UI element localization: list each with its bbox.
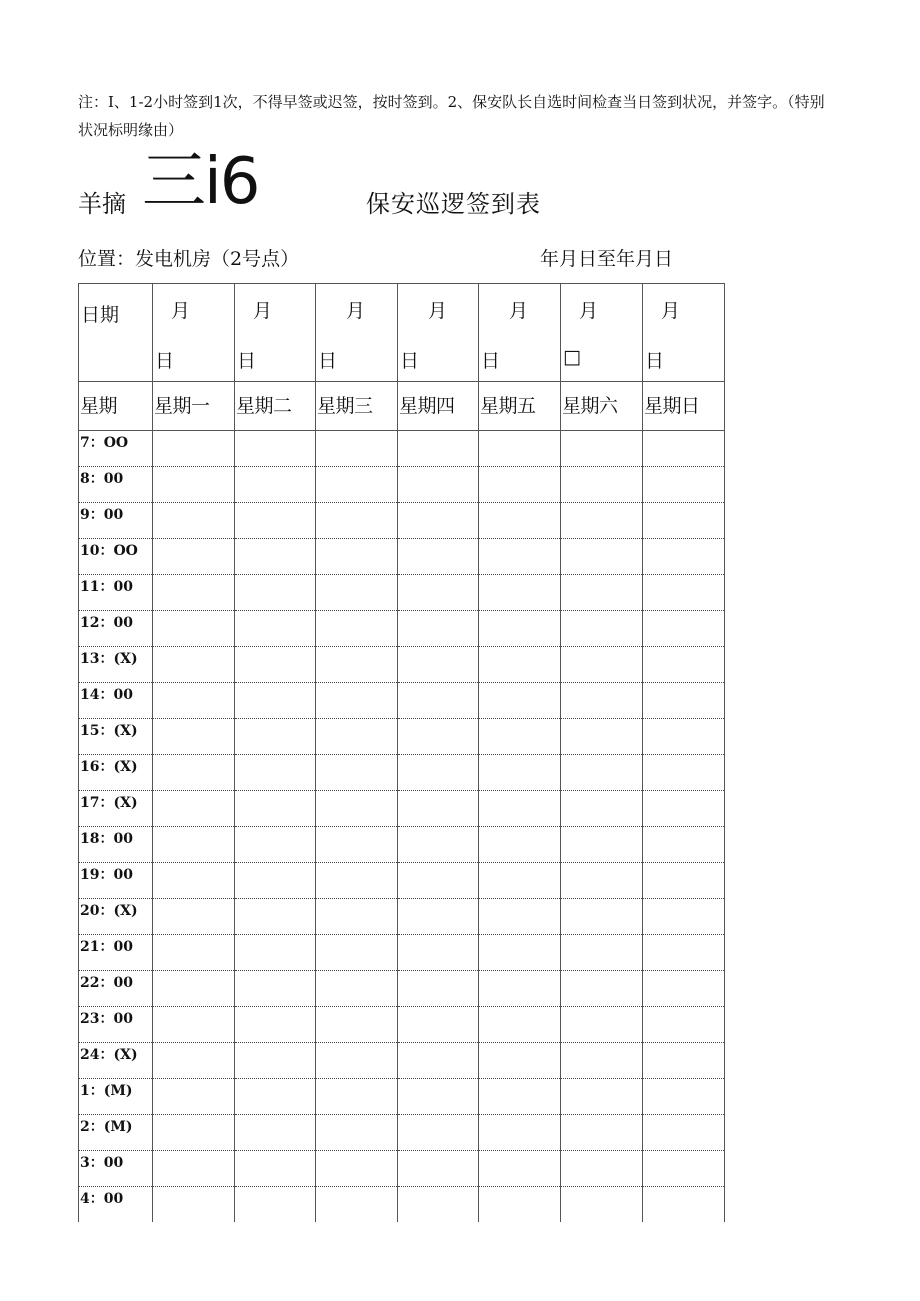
signature-cell[interactable] xyxy=(153,1187,235,1223)
signature-cell[interactable] xyxy=(561,719,643,755)
signature-cell[interactable] xyxy=(479,935,561,971)
signature-cell[interactable] xyxy=(398,431,479,467)
signature-cell[interactable] xyxy=(479,1043,561,1079)
signature-cell[interactable] xyxy=(398,719,479,755)
signature-cell[interactable] xyxy=(316,467,398,503)
signature-cell[interactable] xyxy=(643,611,725,647)
weekday-cell xyxy=(479,382,561,431)
signature-cell[interactable] xyxy=(153,899,235,935)
day-label: 日 xyxy=(318,350,338,372)
instruction-note: 注：I、1-2小时签到1次，不得早签或迟签，按时签到。2、保安队长自选时间检查当日签到状况，并签字。（特别状况标明缘由） xyxy=(78,93,825,139)
weekday-cell xyxy=(316,382,398,431)
date-cell[interactable] xyxy=(235,284,316,382)
signature-cell[interactable] xyxy=(153,827,235,863)
signature-cell[interactable] xyxy=(153,1079,235,1115)
signature-cell[interactable] xyxy=(643,1151,725,1187)
signature-cell[interactable] xyxy=(561,827,643,863)
signature-cell[interactable] xyxy=(643,791,725,827)
signature-cell[interactable] xyxy=(153,719,235,755)
signature-cell[interactable] xyxy=(235,935,316,971)
signature-cell[interactable] xyxy=(398,1115,479,1151)
time-cell xyxy=(79,791,153,827)
date-range-label: 年月日至年月日 xyxy=(540,248,674,270)
signature-cell[interactable] xyxy=(479,791,561,827)
time-row xyxy=(79,683,725,719)
signature-cell[interactable] xyxy=(479,1007,561,1043)
weekday-label: 星期二 xyxy=(236,395,292,417)
signature-cell[interactable] xyxy=(479,827,561,863)
time-row xyxy=(79,971,725,1007)
signature-cell[interactable] xyxy=(561,467,643,503)
time-label: 13：(X) xyxy=(80,651,138,667)
title-prefix: 羊摘 xyxy=(78,190,126,218)
signature-cell[interactable] xyxy=(479,647,561,683)
signature-cell[interactable] xyxy=(316,971,398,1007)
signature-cell[interactable] xyxy=(316,1079,398,1115)
weekday-cell xyxy=(153,382,235,431)
signature-cell[interactable] xyxy=(153,611,235,647)
signature-cell[interactable] xyxy=(561,755,643,791)
date-cell[interactable] xyxy=(316,284,398,382)
signature-cell[interactable] xyxy=(479,1187,561,1223)
time-cell xyxy=(79,1187,153,1223)
date-cell[interactable] xyxy=(398,284,479,382)
signature-cell[interactable] xyxy=(153,1115,235,1151)
signature-cell[interactable] xyxy=(398,827,479,863)
signature-cell[interactable] xyxy=(643,1187,725,1223)
signature-cell[interactable] xyxy=(398,899,479,935)
signature-cell[interactable] xyxy=(153,683,235,719)
signature-cell[interactable] xyxy=(479,755,561,791)
signature-cell[interactable] xyxy=(479,431,561,467)
signature-cell[interactable] xyxy=(479,575,561,611)
time-label: 9：00 xyxy=(80,507,124,523)
date-cell[interactable] xyxy=(479,284,561,382)
month-label: 月 xyxy=(579,300,599,322)
signature-cell[interactable] xyxy=(561,503,643,539)
date-row xyxy=(79,284,725,382)
signature-cell[interactable] xyxy=(561,1187,643,1223)
time-label: 14：00 xyxy=(80,687,133,703)
time-row xyxy=(79,899,725,935)
signature-cell[interactable] xyxy=(153,755,235,791)
signature-cell[interactable] xyxy=(235,1115,316,1151)
signature-cell[interactable] xyxy=(316,1187,398,1223)
time-label: 21：00 xyxy=(80,939,133,955)
time-label: 12：00 xyxy=(80,615,133,631)
title-large-glyphs: 三i6 xyxy=(142,145,259,219)
signature-cell[interactable] xyxy=(561,1079,643,1115)
signature-cell[interactable] xyxy=(235,899,316,935)
weekday-row xyxy=(79,382,725,431)
time-label: 2：(M) xyxy=(80,1119,133,1135)
signature-cell[interactable] xyxy=(235,503,316,539)
signature-cell[interactable] xyxy=(235,431,316,467)
time-row xyxy=(79,467,725,503)
signature-cell[interactable] xyxy=(316,755,398,791)
signature-cell[interactable] xyxy=(153,791,235,827)
time-cell xyxy=(79,539,153,575)
signature-cell[interactable] xyxy=(235,575,316,611)
time-cell xyxy=(79,467,153,503)
signature-cell[interactable] xyxy=(643,863,725,899)
signature-cell[interactable] xyxy=(153,935,235,971)
signature-cell[interactable] xyxy=(235,1187,316,1223)
time-cell xyxy=(79,1151,153,1187)
time-row xyxy=(79,539,725,575)
signature-cell[interactable] xyxy=(398,935,479,971)
signature-cell[interactable] xyxy=(643,431,725,467)
signature-cell[interactable] xyxy=(643,575,725,611)
weekday-label: 星期四 xyxy=(399,395,455,417)
time-row xyxy=(79,1007,725,1043)
time-row xyxy=(79,575,725,611)
signature-cell[interactable] xyxy=(398,1079,479,1115)
signature-cell[interactable] xyxy=(643,971,725,1007)
weekday-cell xyxy=(643,382,725,431)
signature-cell[interactable] xyxy=(235,971,316,1007)
signature-cell[interactable] xyxy=(398,971,479,1007)
signature-cell[interactable] xyxy=(153,1151,235,1187)
weekday-cell xyxy=(398,382,479,431)
day-label: 日 xyxy=(481,350,501,372)
time-label: 10：OO xyxy=(80,543,138,559)
time-cell xyxy=(79,971,153,1007)
day-label: □ xyxy=(563,346,581,368)
signature-cell[interactable] xyxy=(643,827,725,863)
signature-cell[interactable] xyxy=(398,539,479,575)
time-cell xyxy=(79,1007,153,1043)
signature-cell[interactable] xyxy=(479,863,561,899)
time-row xyxy=(79,1079,725,1115)
signature-cell[interactable] xyxy=(479,683,561,719)
signature-cell[interactable] xyxy=(643,647,725,683)
time-cell xyxy=(79,647,153,683)
day-label: 日 xyxy=(237,350,257,372)
time-label: 15：(X) xyxy=(80,723,138,739)
month-label: 月 xyxy=(428,300,448,322)
signature-cell[interactable] xyxy=(153,1043,235,1079)
signature-cell[interactable] xyxy=(561,575,643,611)
weekday-label: 星期五 xyxy=(480,395,536,417)
date-cell[interactable] xyxy=(153,284,235,382)
time-row xyxy=(79,827,725,863)
month-label: 月 xyxy=(661,300,681,322)
signature-cell[interactable] xyxy=(643,935,725,971)
time-cell xyxy=(79,1115,153,1151)
signature-cell[interactable] xyxy=(316,575,398,611)
signature-cell[interactable] xyxy=(316,611,398,647)
signature-cell[interactable] xyxy=(561,539,643,575)
signature-cell[interactable] xyxy=(561,1115,643,1151)
signature-cell[interactable] xyxy=(643,1007,725,1043)
signature-cell[interactable] xyxy=(561,899,643,935)
month-label: 月 xyxy=(171,300,191,322)
month-label: 月 xyxy=(509,300,529,322)
weekday-label: 星期一 xyxy=(154,395,210,417)
signature-cell[interactable] xyxy=(398,863,479,899)
day-label: 日 xyxy=(400,350,420,372)
signature-cell[interactable] xyxy=(235,611,316,647)
weekday-label: 星期三 xyxy=(317,395,373,417)
time-label: 3：00 xyxy=(80,1155,124,1171)
signature-cell[interactable] xyxy=(479,719,561,755)
signature-cell[interactable] xyxy=(561,683,643,719)
time-label: 17：(X) xyxy=(80,795,138,811)
time-cell xyxy=(79,719,153,755)
signature-cell[interactable] xyxy=(561,431,643,467)
signature-cell[interactable] xyxy=(398,1151,479,1187)
signature-cell[interactable] xyxy=(235,683,316,719)
time-label: 18：00 xyxy=(80,831,133,847)
time-cell xyxy=(79,827,153,863)
signature-cell[interactable] xyxy=(398,611,479,647)
signature-cell[interactable] xyxy=(479,539,561,575)
weekday-header: 星期 xyxy=(80,395,118,417)
signature-cell[interactable] xyxy=(235,791,316,827)
signature-cell[interactable] xyxy=(153,539,235,575)
page-title: 保安巡逻签到表 xyxy=(366,190,541,218)
time-cell xyxy=(79,611,153,647)
signature-cell[interactable] xyxy=(153,467,235,503)
signature-cell[interactable] xyxy=(643,899,725,935)
signature-cell[interactable] xyxy=(561,791,643,827)
signature-cell[interactable] xyxy=(153,971,235,1007)
signature-cell[interactable] xyxy=(479,971,561,1007)
time-row xyxy=(79,791,725,827)
signature-cell[interactable] xyxy=(398,647,479,683)
signature-cell[interactable] xyxy=(479,1079,561,1115)
weekday-header-cell xyxy=(79,382,153,431)
time-label: 7：OO xyxy=(80,435,129,451)
time-row xyxy=(79,1151,725,1187)
time-cell xyxy=(79,575,153,611)
time-row xyxy=(79,647,725,683)
time-row xyxy=(79,755,725,791)
time-cell xyxy=(79,683,153,719)
title-row xyxy=(78,142,838,222)
month-label: 月 xyxy=(346,300,366,322)
signature-cell[interactable] xyxy=(643,1115,725,1151)
signature-cell[interactable] xyxy=(316,683,398,719)
day-label: 日 xyxy=(155,350,175,372)
signature-cell[interactable] xyxy=(398,503,479,539)
signature-cell[interactable] xyxy=(643,719,725,755)
signature-cell[interactable] xyxy=(235,1007,316,1043)
signature-cell[interactable] xyxy=(235,539,316,575)
signature-cell[interactable] xyxy=(153,431,235,467)
signature-cell[interactable] xyxy=(235,1151,316,1187)
signature-cell[interactable] xyxy=(316,431,398,467)
signature-cell[interactable] xyxy=(643,503,725,539)
location-label: 位置：发电机房（2号点） xyxy=(78,248,300,270)
time-label: 19：00 xyxy=(80,867,133,883)
time-label: 8：00 xyxy=(80,471,124,487)
signature-cell[interactable] xyxy=(235,467,316,503)
signature-cell[interactable] xyxy=(316,1007,398,1043)
signature-cell[interactable] xyxy=(398,575,479,611)
signature-cell[interactable] xyxy=(153,575,235,611)
signature-cell[interactable] xyxy=(561,1151,643,1187)
date-header: 日期 xyxy=(81,304,120,326)
signature-cell[interactable] xyxy=(316,1151,398,1187)
month-label: 月 xyxy=(253,300,273,322)
time-row xyxy=(79,719,725,755)
signature-cell[interactable] xyxy=(643,683,725,719)
signature-cell[interactable] xyxy=(479,1151,561,1187)
signature-cell[interactable] xyxy=(153,863,235,899)
signature-cell[interactable] xyxy=(235,863,316,899)
signature-cell[interactable] xyxy=(316,863,398,899)
signature-cell[interactable] xyxy=(398,1187,479,1223)
time-cell xyxy=(79,899,153,935)
time-row xyxy=(79,1187,725,1223)
signature-cell[interactable] xyxy=(561,863,643,899)
signature-cell[interactable] xyxy=(479,1115,561,1151)
signature-cell[interactable] xyxy=(479,899,561,935)
date-cell[interactable] xyxy=(561,284,643,382)
signature-cell[interactable] xyxy=(153,1007,235,1043)
time-cell xyxy=(79,431,153,467)
signature-cell[interactable] xyxy=(235,1079,316,1115)
time-row xyxy=(79,431,725,467)
time-label: 22：00 xyxy=(80,975,133,991)
signature-cell[interactable] xyxy=(316,935,398,971)
signature-cell[interactable] xyxy=(479,503,561,539)
day-label: 日 xyxy=(645,350,665,372)
signature-cell[interactable] xyxy=(398,755,479,791)
signature-cell[interactable] xyxy=(398,467,479,503)
time-cell xyxy=(79,1079,153,1115)
signature-cell[interactable] xyxy=(643,467,725,503)
signature-cell[interactable] xyxy=(643,539,725,575)
signature-cell[interactable] xyxy=(561,935,643,971)
signature-cell[interactable] xyxy=(316,1043,398,1079)
signature-cell[interactable] xyxy=(153,503,235,539)
weekday-label: 星期日 xyxy=(644,395,700,417)
signature-cell[interactable] xyxy=(316,827,398,863)
signature-cell[interactable] xyxy=(316,1115,398,1151)
time-cell xyxy=(79,1043,153,1079)
signature-cell[interactable] xyxy=(398,791,479,827)
signature-cell[interactable] xyxy=(561,971,643,1007)
time-label: 16：(X) xyxy=(80,759,138,775)
time-cell xyxy=(79,503,153,539)
time-label: 20：(X) xyxy=(80,903,138,919)
time-label: 24：(X) xyxy=(80,1047,138,1063)
signature-cell[interactable] xyxy=(398,1007,479,1043)
signin-table xyxy=(78,283,725,1222)
signature-cell[interactable] xyxy=(316,719,398,755)
time-label: 23：00 xyxy=(80,1011,133,1027)
date-header-cell xyxy=(79,284,153,382)
signature-cell[interactable] xyxy=(316,899,398,935)
time-row xyxy=(79,863,725,899)
signature-cell[interactable] xyxy=(643,1079,725,1115)
signature-cell[interactable] xyxy=(235,647,316,683)
time-label: 4：00 xyxy=(80,1191,124,1207)
signature-cell[interactable] xyxy=(398,1043,479,1079)
signature-cell[interactable] xyxy=(561,611,643,647)
signature-cell[interactable] xyxy=(561,1043,643,1079)
time-cell xyxy=(79,935,153,971)
time-row xyxy=(79,1115,725,1151)
signature-cell[interactable] xyxy=(153,647,235,683)
signature-cell[interactable] xyxy=(643,1043,725,1079)
signature-cell[interactable] xyxy=(561,1007,643,1043)
signature-cell[interactable] xyxy=(235,755,316,791)
signature-cell[interactable] xyxy=(643,755,725,791)
signature-cell[interactable] xyxy=(479,611,561,647)
time-row xyxy=(79,503,725,539)
signature-cell[interactable] xyxy=(235,827,316,863)
time-row xyxy=(79,1043,725,1079)
signature-cell[interactable] xyxy=(235,1043,316,1079)
signature-cell[interactable] xyxy=(479,467,561,503)
weekday-label: 星期六 xyxy=(562,395,618,417)
weekday-cell xyxy=(561,382,643,431)
time-row xyxy=(79,935,725,971)
time-cell xyxy=(79,863,153,899)
weekday-cell xyxy=(235,382,316,431)
signature-cell[interactable] xyxy=(235,719,316,755)
signature-cell[interactable] xyxy=(316,647,398,683)
signature-cell[interactable] xyxy=(316,503,398,539)
time-row xyxy=(79,611,725,647)
time-label: 11：00 xyxy=(80,579,133,595)
signature-cell[interactable] xyxy=(398,683,479,719)
signature-cell[interactable] xyxy=(561,647,643,683)
signature-cell[interactable] xyxy=(316,539,398,575)
signature-cell[interactable] xyxy=(316,791,398,827)
date-cell[interactable] xyxy=(643,284,725,382)
time-cell xyxy=(79,755,153,791)
time-label: 1：(M) xyxy=(80,1083,133,1099)
